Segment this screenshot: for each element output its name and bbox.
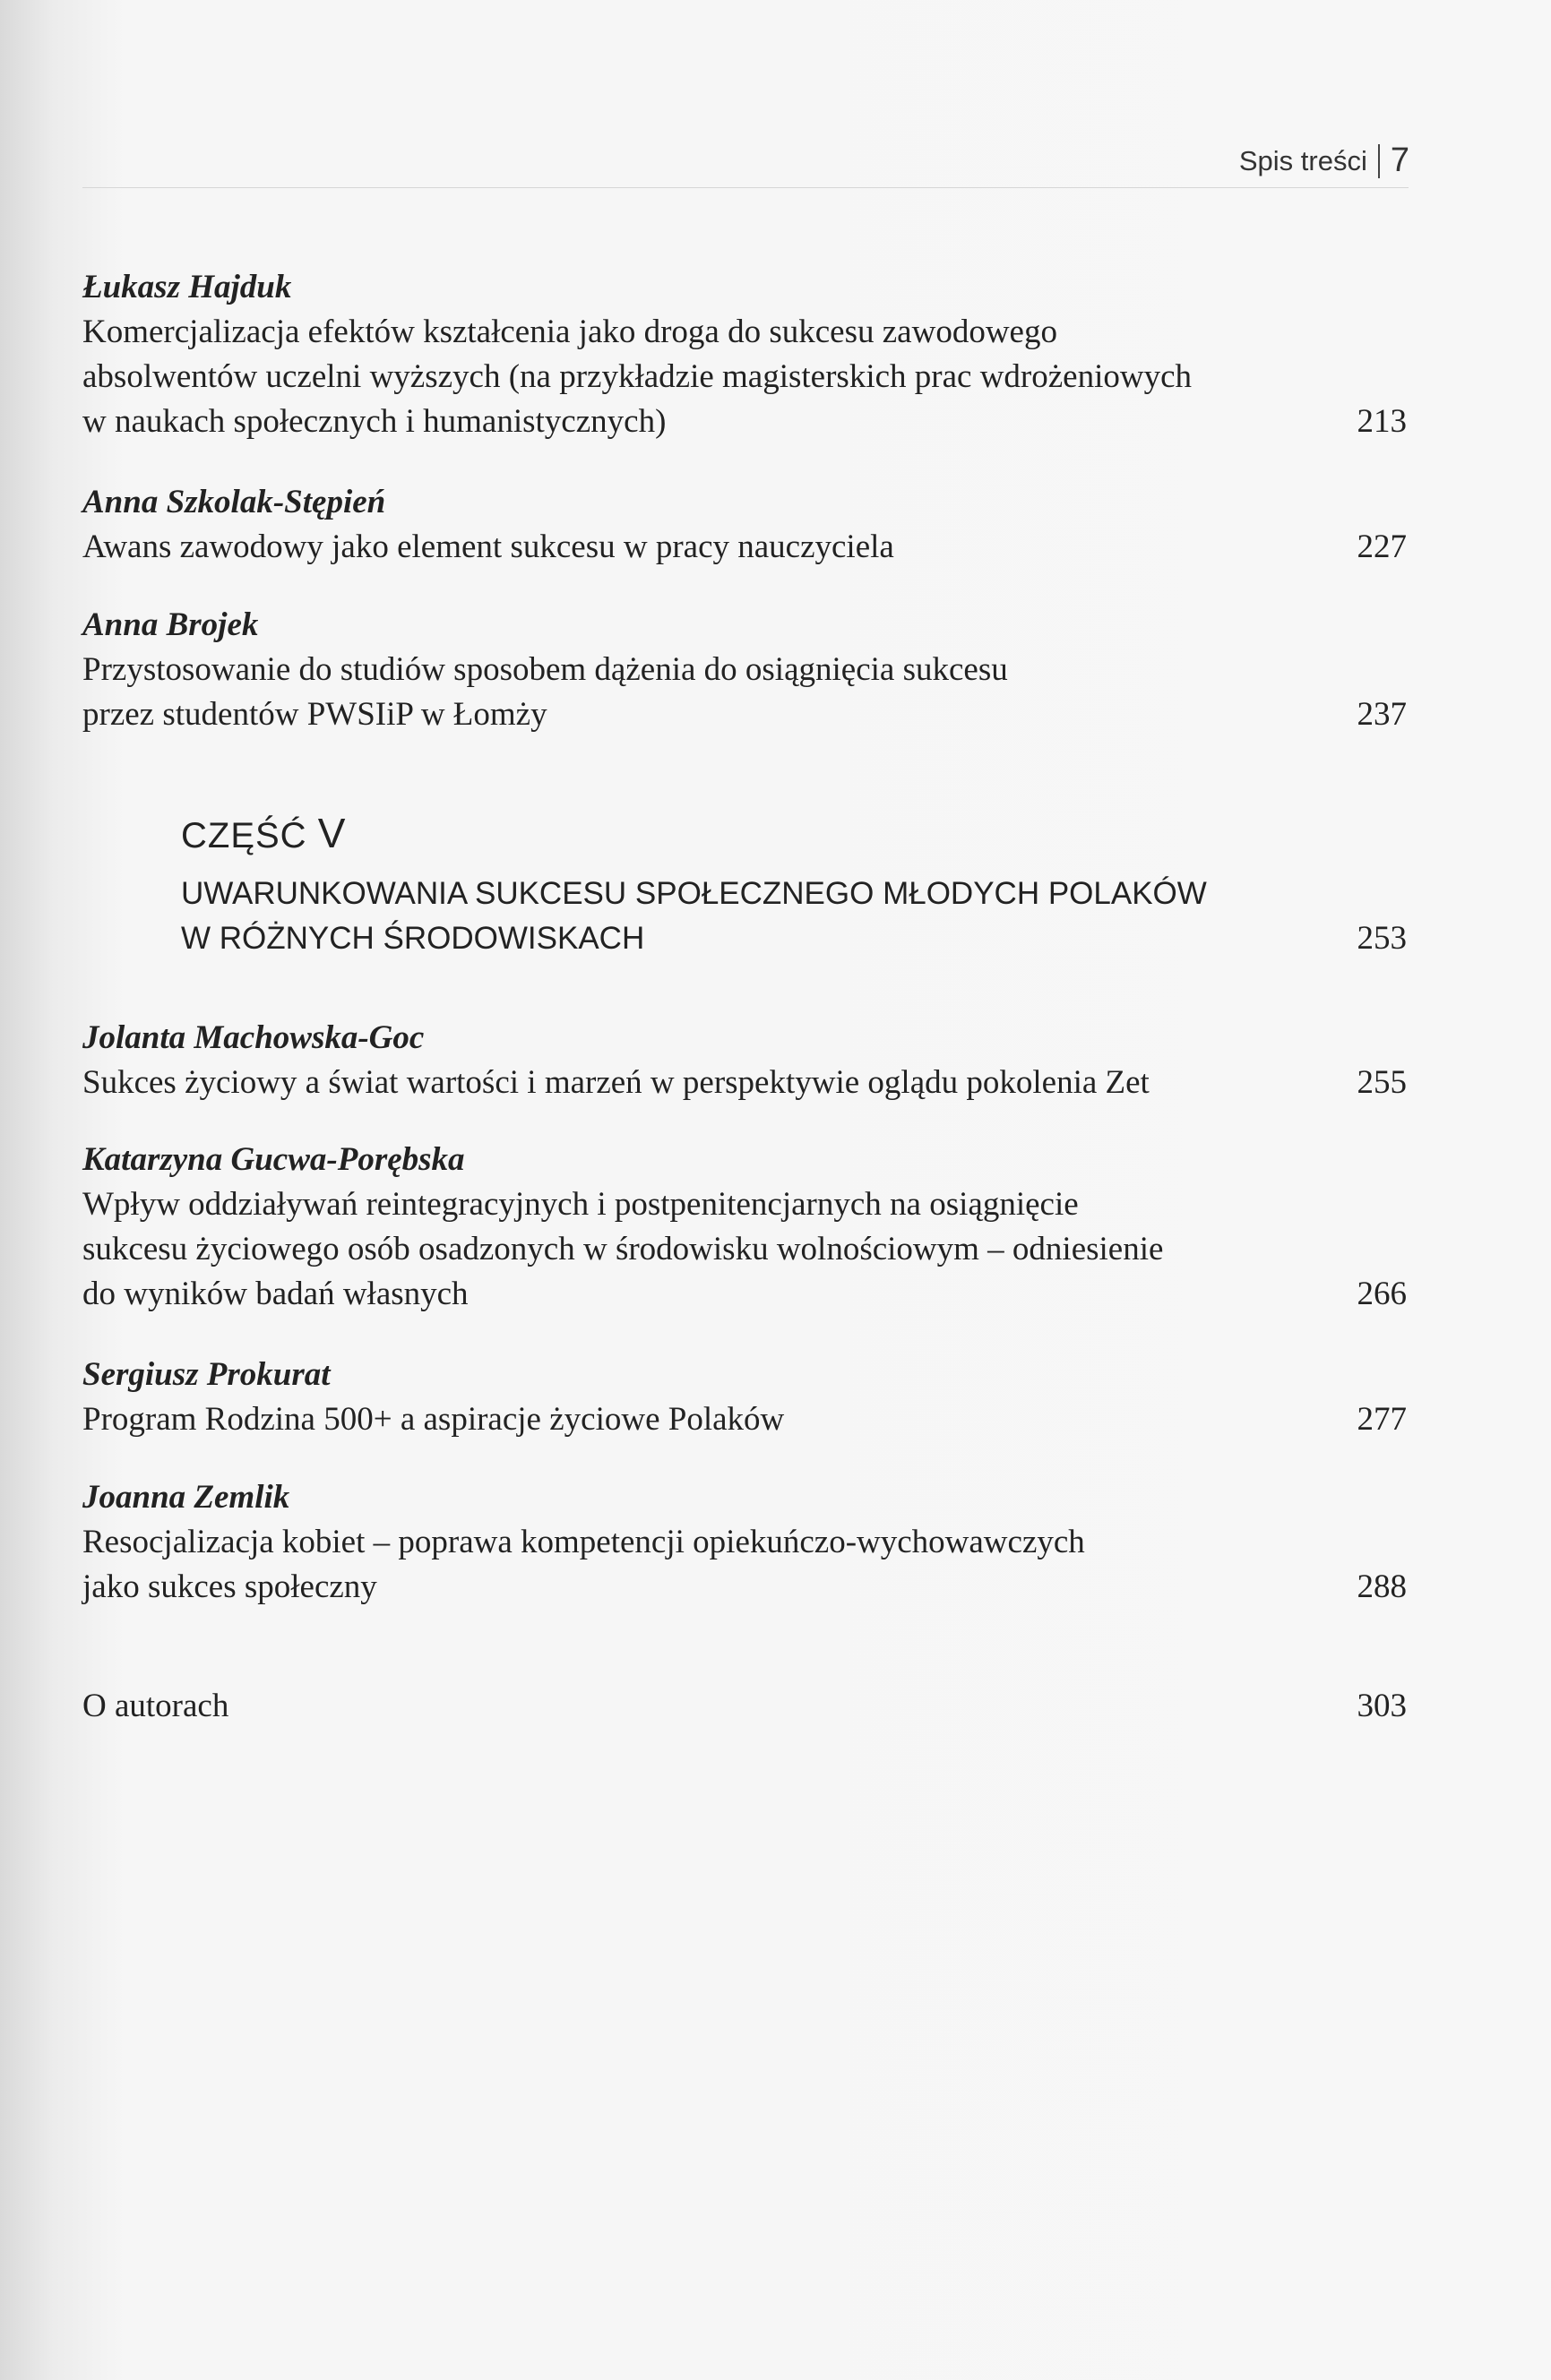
part-numeral: V (317, 810, 347, 856)
toc-entry (82, 1016, 1407, 1105)
toc-entry (82, 1138, 1407, 1317)
toc-entry-about (82, 1684, 1407, 1729)
toc-title-row (82, 1684, 1407, 1729)
toc-title (82, 1061, 1337, 1105)
toc-title (82, 1397, 1337, 1442)
toc-author: Katarzyna Gucwa-Porębska (82, 1141, 465, 1178)
toc-author: Anna Brojek (82, 606, 259, 643)
toc-author: Sergiusz Prokurat (82, 1356, 331, 1393)
toc-title (82, 648, 1337, 737)
toc-entry (82, 1475, 1407, 1610)
toc-title-line: do wyników badań własnych (82, 1276, 469, 1312)
toc-page-number: 213 (1357, 403, 1407, 440)
toc-title-row (82, 648, 1407, 737)
toc-title-line: jako sukces społeczny (82, 1568, 377, 1605)
toc-title: O autorach (82, 1688, 229, 1724)
toc-title (82, 310, 1337, 444)
toc-title-line: Komercjalizacja efektów kształcenia jako droga do sukcesu zawodowego (82, 314, 1057, 350)
toc-page-number: 237 (1357, 696, 1407, 733)
toc-page-number: 288 (1357, 1568, 1407, 1605)
toc-title-line: Wpływ oddziaływań reintegracyjnych i postpenitencjarnych na osiągnięcie (82, 1186, 1079, 1223)
part-word: CZĘŚĆ (181, 816, 307, 855)
part-title-row (181, 872, 1407, 961)
toc-page-number: 277 (1357, 1401, 1407, 1438)
toc-title-line: Sukces życiowy a świat wartości i marzeń w perspektywie oglądu pokolenia Zet (82, 1064, 1150, 1101)
part-title-line: UWARUNKOWANIA SUKCESU SPOŁECZNEGO MŁODYCH POLAKÓW (181, 876, 1207, 911)
toc-title-line: Przystosowanie do studiów sposobem dążenia do osiągnięcia sukcesu (82, 651, 1008, 688)
toc-title-line: absolwentów uczelni wyższych (na przykładzie magisterskich prac wdrożeniowych (82, 358, 1193, 395)
toc-author: Anna Szkolak-Stępień (82, 484, 386, 520)
toc-title-line: przez studentów PWSIiP w Łomży (82, 696, 547, 733)
toc-title-line: Program Rodzina 500+ a aspiracje życiowe Polaków (82, 1401, 785, 1438)
toc-title-row (82, 1061, 1407, 1105)
toc-author: Jolanta Machowska-Goc (82, 1019, 425, 1056)
toc-title-line: Resocjalizacja kobiet – poprawa kompetencji opiekuńczo-wychowawczych (82, 1524, 1085, 1560)
toc-title-row (82, 1182, 1407, 1317)
toc-title-line: sukcesu życiowego osób osadzonych w środowisku wolnościowym – odniesienie (82, 1231, 1164, 1267)
toc-entry (82, 265, 1407, 444)
part-label (181, 806, 1407, 863)
toc-title-row (82, 525, 1407, 570)
page-number: 7 (1390, 142, 1409, 179)
header-rule (82, 187, 1409, 188)
toc-author: Joanna Zemlik (82, 1479, 290, 1516)
toc-title (82, 525, 1337, 570)
toc-title-row (82, 1520, 1407, 1610)
toc-page-number: 255 (1357, 1064, 1407, 1101)
toc-page-number: 303 (1357, 1688, 1407, 1724)
toc-entry (82, 603, 1407, 737)
toc-page-number: 266 (1357, 1276, 1407, 1312)
toc-entry (82, 1353, 1407, 1442)
toc-title (82, 1182, 1337, 1317)
running-head (1239, 142, 1409, 180)
section-title: Spis treści (1238, 144, 1367, 176)
toc-title (82, 1520, 1337, 1610)
part-title (181, 872, 1207, 961)
toc-page-number: 227 (1357, 528, 1407, 565)
toc-title-row (82, 310, 1407, 444)
part-title-line: W RÓŻNYCH ŚRODOWISKACH (181, 921, 645, 956)
toc-entry (82, 480, 1407, 570)
toc-title-line: Awans zawodowy jako element sukcesu w pracy nauczyciela (82, 528, 894, 565)
toc-author: Łukasz Hajduk (82, 269, 292, 305)
header-separator (1378, 144, 1380, 178)
toc-title-row (82, 1397, 1407, 1442)
toc-title-line: w naukach społecznych i humanistycznych) (82, 403, 667, 440)
part-heading (181, 806, 1407, 961)
part-page-number: 253 (1357, 920, 1407, 957)
